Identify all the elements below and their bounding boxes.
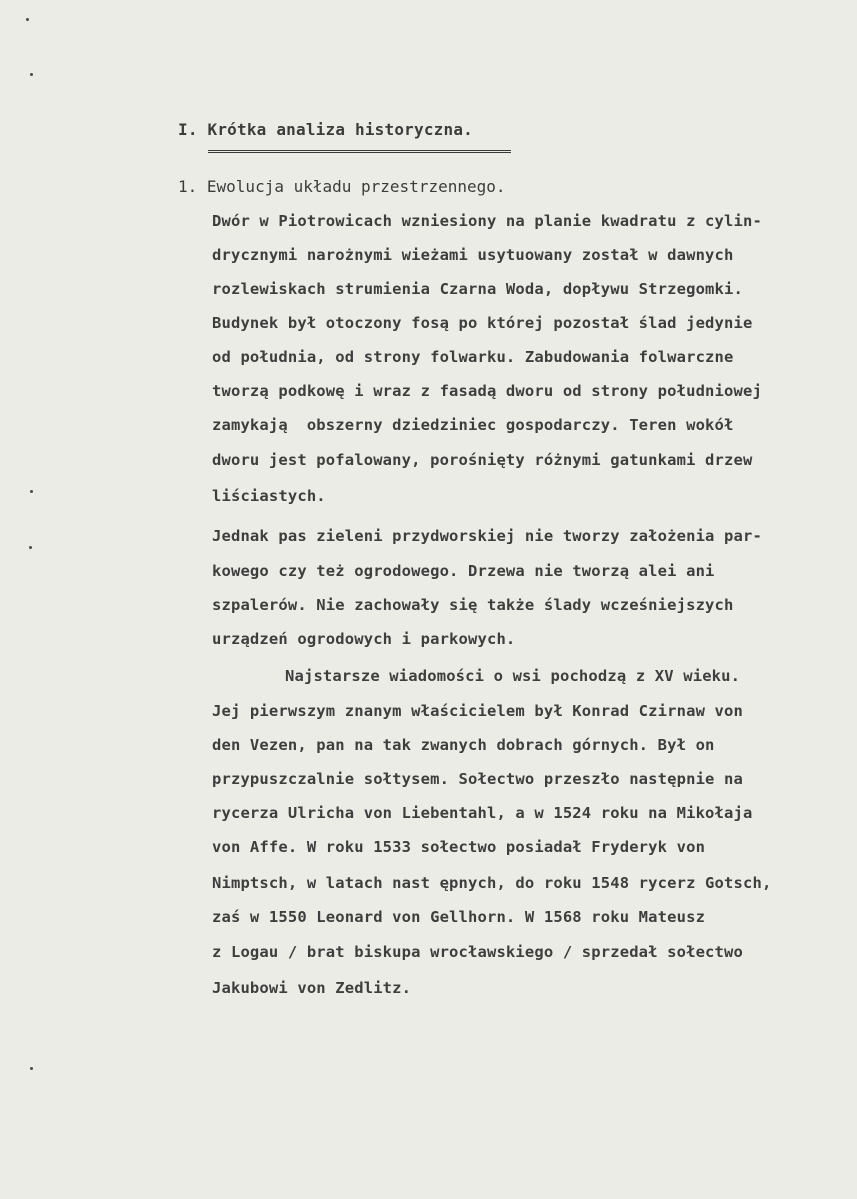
text-line: dworu jest pofalowany, porośnięty różnymi gatunkami drzew [212, 451, 753, 469]
text-line: Nimptsch, w latach nast ępnych, do roku 1548 rycerz Gotsch, [212, 874, 772, 892]
text-line: z Logau / brat biskupa wrocławskiego / sprzedał sołectwo [212, 943, 743, 961]
text-line: przypuszczalnie sołtysem. Sołectwo przeszło następnie na [212, 770, 743, 788]
heading-underline [208, 150, 511, 153]
paper-speck [29, 546, 32, 549]
text-line: tworzą podkowę i wraz z fasadą dworu od strony południowej [212, 382, 762, 400]
text-line: urządzeń ogrodowych i parkowych. [212, 630, 516, 648]
text-line: drycznymi narożnymi wieżami usytuowany został w dawnych [212, 246, 734, 264]
text-line: Dwór w Piotrowicach wzniesiony na planie kwadratu z cylin- [212, 212, 762, 230]
paper-speck [26, 18, 29, 21]
text-line: szpalerów. Nie zachowały się także ślady wcześniejszych [212, 596, 734, 614]
paper-speck [30, 1067, 33, 1070]
text-line: Jakubowi von Zedlitz. [212, 979, 412, 997]
text-line: von Affe. W roku 1533 sołectwo posiadał Fryderyk von [212, 838, 706, 856]
text-line: Budynek był otoczony fosą po której pozostał ślad jedynie [212, 314, 753, 332]
text-line: rycerza Ulricha von Liebentahl, a w 1524 roku na Mikołaja [212, 804, 753, 822]
paragraph-first-line: Najstarsze wiadomości o wsi pochodzą z XV wieku. [285, 667, 741, 685]
subsection-title: 1. Ewolucja układu przestrzennego. [178, 177, 506, 196]
text-line: zaś w 1550 Leonard von Gellhorn. W 1568 roku Mateusz [212, 908, 706, 926]
text-line: zamykają obszerny dziedziniec gospodarczy. Teren wokół [212, 416, 734, 434]
text-line: kowego czy też ogrodowego. Drzewa nie tworzą alei ani [212, 562, 715, 580]
text-line: den Vezen, pan na tak zwanych dobrach górnych. Był on [212, 736, 715, 754]
text-line: rozlewiskach strumienia Czarna Woda, dopływu Strzegomki. [212, 280, 743, 298]
text-line: od południa, od strony folwarku. Zabudowania folwarczne [212, 348, 734, 366]
paper-speck [30, 490, 33, 493]
text-line: Jednak pas zieleni przydworskiej nie tworzy założenia par- [212, 527, 762, 545]
text-line: Jej pierwszym znanym właścicielem był Konrad Czirnaw von [212, 702, 743, 720]
paper-speck [30, 73, 33, 76]
section-heading: I. Krótka analiza historyczna. [178, 120, 473, 139]
text-line: liściastych. [212, 487, 326, 505]
